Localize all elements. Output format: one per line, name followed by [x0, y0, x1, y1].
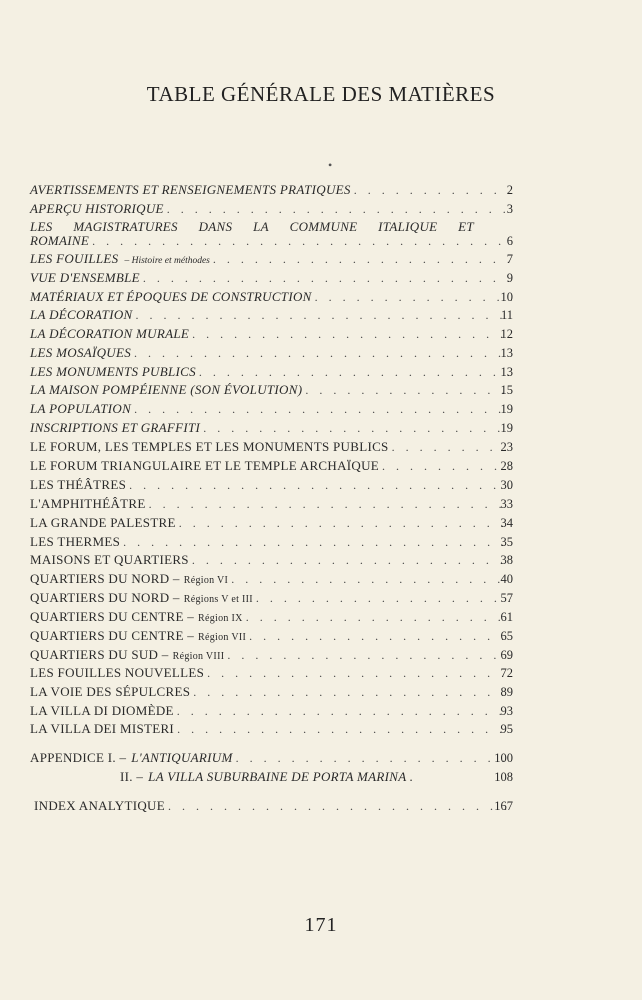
toc-entry-page: 7 [506, 252, 513, 266]
toc-entry-page: 11 [500, 308, 513, 322]
dot-leader [305, 383, 512, 398]
toc-entry-page: 3 [506, 202, 513, 216]
ornament-mark: • [328, 158, 333, 172]
toc-entry-label: QUARTIERS DU SUD – [30, 647, 169, 662]
dot-leader [192, 553, 512, 568]
toc-word: MAGISTRATURES [73, 219, 178, 234]
toc-entry[interactable] [30, 590, 512, 607]
toc-entry-page: 9 [506, 271, 513, 285]
toc-entry-page: 12 [500, 327, 513, 341]
toc-entry-label: VUE D'ENSEMBLE [30, 270, 140, 285]
toc-entry-page: 93 [500, 704, 513, 718]
toc-entry-page: 38 [500, 553, 513, 567]
toc-entry-label: QUARTIERS DU NORD – [30, 590, 180, 605]
index-entry[interactable] [34, 798, 512, 814]
toc-entry[interactable] [30, 289, 512, 305]
toc-entry-label: LA MAISON POMPÉIENNE (SON ÉVOLUTION) [30, 382, 303, 397]
toc-entry[interactable] [30, 270, 512, 286]
dot-leader [143, 271, 512, 286]
toc-entry[interactable] [30, 345, 512, 361]
toc-entry[interactable] [30, 251, 512, 269]
appendix-prefix: APPENDICE I. – [30, 750, 127, 765]
toc-entry[interactable] [30, 721, 512, 737]
toc-entry[interactable] [30, 401, 512, 417]
dot-leader [177, 704, 512, 719]
toc-entry-page: 13 [500, 365, 513, 379]
dot-leader [193, 685, 512, 700]
toc-entry-page: 40 [500, 572, 513, 586]
toc-entry-page: 72 [500, 666, 513, 680]
toc-entry-region: Région VI [183, 575, 229, 586]
toc-entry-label: LA GRANDE PALESTRE [30, 515, 176, 530]
dot-leader [256, 591, 512, 606]
toc-entry-page: 89 [500, 685, 513, 699]
dot-leader [123, 535, 512, 550]
dot-leader [246, 610, 512, 625]
dot-leader [315, 290, 512, 305]
toc-entry[interactable] [30, 326, 512, 342]
dot-leader [192, 327, 512, 342]
toc-entry-page: 28 [500, 459, 513, 473]
toc-entry-label: QUARTIERS DU NORD – [30, 571, 180, 586]
toc-entry-label: LA DÉCORATION [30, 307, 133, 322]
toc-entry-page: 23 [500, 440, 513, 454]
index-label: INDEX ANALYTIQUE [34, 798, 165, 813]
toc-entry-label: LE FORUM TRIANGULAIRE ET LE TEMPLE ARCHAÏQUE [30, 458, 380, 473]
toc-entry[interactable] [30, 665, 512, 681]
toc-entry[interactable] [30, 609, 512, 626]
toc-entry-label: LES MONUMENTS PUBLICS [30, 364, 196, 379]
toc-entry-page: 6 [506, 234, 513, 248]
toc-entry[interactable] [30, 703, 512, 719]
toc-entry-continued [30, 233, 512, 249]
toc-entry-page: 34 [500, 516, 513, 530]
appendix-prefix: II. – [120, 769, 144, 784]
toc-entry-page: 2 [506, 183, 513, 197]
toc-word: DANS [198, 219, 233, 234]
toc-entry-label: LES THERMES [30, 534, 121, 549]
toc-word: COMMUNE [289, 219, 358, 234]
dot-leader [136, 308, 513, 323]
toc-entry-label: L'AMPHITHÉÂTRE [30, 496, 146, 511]
appendix-entry[interactable] [120, 769, 512, 784]
toc-entry-page: 13 [500, 346, 513, 360]
dot-leader [227, 648, 512, 663]
toc-entry-label: QUARTIERS DU CENTRE – [30, 609, 195, 624]
toc-entry[interactable] [30, 534, 512, 550]
toc-entry-page: 95 [500, 722, 513, 736]
toc-entry[interactable] [30, 628, 512, 645]
toc-entry[interactable] [30, 307, 512, 323]
toc-entry[interactable] [30, 420, 512, 436]
appendix-label: L'ANTIQUARIUM [131, 750, 233, 765]
toc-entry-label: QUARTIERS DU CENTRE – [30, 628, 195, 643]
toc-entry-page: 10 [500, 290, 513, 304]
dot-leader [179, 516, 512, 531]
dot-leader [199, 365, 512, 380]
toc-entry[interactable] [30, 364, 512, 380]
toc-entry-region: Région VII [198, 632, 247, 643]
toc-entry-label: LA VOIE DES SÉPULCRES [30, 684, 191, 699]
toc-entry-label: LES THÉÂTRES [30, 477, 127, 492]
toc-entry-region: Région IX [198, 613, 243, 624]
toc-word: LA [253, 219, 269, 234]
dot-leader [236, 751, 512, 766]
toc-entry[interactable] [30, 458, 512, 474]
toc-entry-page: 30 [500, 478, 513, 492]
dot-leader [249, 629, 512, 644]
toc-entry[interactable] [30, 182, 512, 198]
toc-entry-label: LES MOSAÏQUES [30, 345, 132, 360]
dot-leader [167, 202, 512, 217]
dot-leader [231, 572, 512, 587]
toc-entry[interactable] [30, 382, 512, 398]
toc-entry-label: AVERTISSEMENTS ET RENSEIGNEMENTS PRATIQUES [30, 182, 351, 197]
dot-leader [213, 252, 512, 267]
toc-entry-region: Région VIII [172, 651, 225, 662]
toc-entry[interactable] [30, 477, 512, 493]
dot-leader [134, 402, 512, 417]
toc-entry-label: MATÉRIAUX ET ÉPOQUES DE CONSTRUCTION [30, 289, 312, 304]
page-title: TABLE GÉNÉRALE DES MATIÈRES [146, 82, 496, 106]
toc-entry-label: ROMAINE [30, 233, 90, 248]
toc-entry-page: 65 [500, 629, 513, 643]
toc-entry-label: APERÇU HISTORIQUE [30, 201, 164, 216]
toc-entry-label: LE FORUM, LES TEMPLES ET LES MONUMENTS PUBLICS [30, 439, 389, 454]
toc-entry[interactable] [30, 684, 512, 700]
toc-entry-page: 61 [500, 610, 513, 624]
toc-entry-page: 19 [500, 402, 513, 416]
toc-entry-page: 19 [500, 421, 513, 435]
toc-entry[interactable] [30, 571, 512, 588]
toc-entry-region: Régions V et III [183, 594, 253, 605]
toc-entry[interactable] [30, 515, 512, 531]
appendix-page: 108 [494, 770, 513, 784]
dot-leader [168, 799, 512, 814]
toc-entry-label: INSCRIPTIONS ET GRAFFITI [30, 420, 201, 435]
appendix-label: LA VILLA SUBURBAINE DE PORTA MARINA . [148, 769, 414, 784]
toc-entry[interactable] [30, 647, 512, 664]
toc-entry-label: LA POPULATION [30, 401, 132, 416]
appendix-entry[interactable] [30, 750, 512, 766]
toc-entry-label: LA VILLA DEI MISTERI [30, 721, 175, 736]
toc-entry-subtitle: – Histoire et méthodes [124, 256, 210, 266]
toc-entry-page: 33 [500, 497, 513, 511]
dot-leader [149, 497, 512, 512]
toc-entry-page: 69 [500, 648, 513, 662]
dot-leader [207, 666, 512, 681]
toc-entry-label: LES FOUILLES [30, 251, 119, 266]
toc-entry[interactable] [30, 552, 512, 568]
dot-leader [129, 478, 512, 493]
toc-entry[interactable] [30, 219, 474, 234]
toc-word: ET [458, 219, 474, 234]
dot-leader [177, 722, 512, 737]
dot-leader [134, 346, 512, 361]
page-folio: 171 [304, 914, 338, 936]
toc-word: LES [30, 219, 53, 234]
toc-entry-page: 35 [500, 535, 513, 549]
index-page: 167 [494, 799, 513, 813]
dot-leader [92, 234, 512, 249]
toc-entry-label: LES FOUILLES NOUVELLES [30, 665, 205, 680]
appendix-page: 100 [494, 751, 513, 765]
toc-entry-page: 15 [500, 383, 513, 397]
toc-entry-page: 57 [500, 591, 513, 605]
toc-entry-label: LA DÉCORATION MURALE [30, 326, 190, 341]
dot-leader [203, 421, 512, 436]
toc-entry[interactable] [30, 496, 512, 512]
toc-entry-label: MAISONS ET QUARTIERS [30, 552, 189, 567]
toc-entry[interactable] [30, 201, 512, 217]
toc-entry-label: LA VILLA DI DIOMÈDE [30, 703, 174, 718]
toc-word: ITALIQUE [378, 219, 438, 234]
toc-entry[interactable] [30, 439, 512, 455]
